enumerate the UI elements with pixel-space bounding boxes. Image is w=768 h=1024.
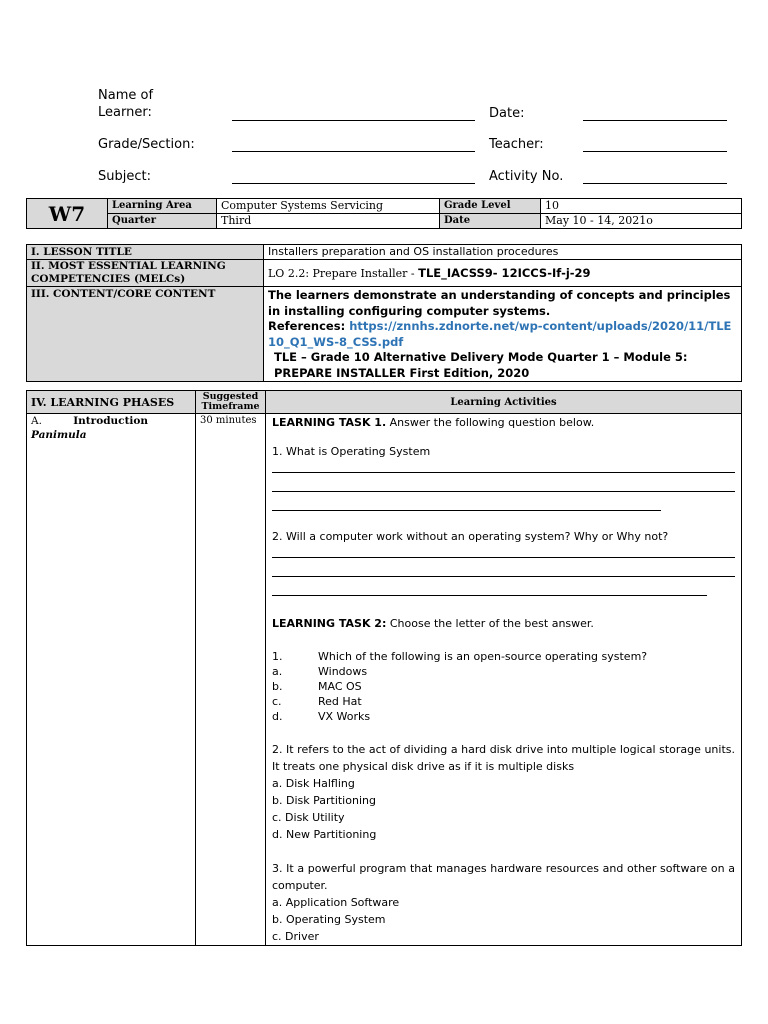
task2-q3-option[interactable]: a. Application Software: [272, 896, 400, 909]
phase-a-name: Introduction: [73, 415, 149, 427]
name-field[interactable]: [232, 120, 475, 121]
learning-area-value: Computer Systems Servicing: [217, 199, 440, 214]
task2-q3-option[interactable]: b. Operating System: [272, 913, 386, 926]
info-table: [26, 198, 742, 229]
melc-value: [264, 260, 742, 287]
lesson-title-label: I. LESSON TITLE: [27, 245, 264, 260]
name-label-1: Name of: [98, 88, 154, 103]
task1-title: LEARNING TASK 1.: [272, 416, 387, 429]
task2-q1-option[interactable]: b. MAC OS: [272, 680, 362, 693]
content-value: [264, 287, 742, 382]
phase-a-letter: A.: [31, 415, 42, 427]
teacher-label: Teacher:: [489, 137, 544, 152]
grade-section-label: Grade/Section:: [98, 137, 195, 152]
references-extra: TLE – Grade 10 Alternative Delivery Mode Quarter 1 – Module 5: PREPARE INSTALLER First Edition, 2020: [274, 350, 688, 380]
task1-q1-answer-lines[interactable]: [272, 459, 735, 511]
task2-instruction: Choose the letter of the best answer.: [386, 617, 594, 630]
melc-prefix: LO 2.2: Prepare Installer -: [268, 266, 419, 280]
task2-q2-text: 2. It refers to the act of dividing a hard disk drive into multiple logical storage units. It treats one physical disk drive as if it is multiple disks: [272, 743, 735, 773]
task2-title: LEARNING TASK 2:: [272, 617, 387, 630]
phase-a-time: 30 minutes: [196, 414, 266, 946]
task2-q2-option[interactable]: a. Disk Halfling: [272, 777, 355, 790]
grade-section-field[interactable]: [232, 151, 475, 152]
week-badge: W7: [27, 199, 108, 229]
subject-field[interactable]: [232, 183, 475, 184]
task2-q3-option[interactable]: c. Driver: [272, 930, 319, 943]
references-link[interactable]: https://znnhs.zdnorte.net/wp-content/uploads/2020/11/TLE10_Q1_WS-8_CSS.pdf: [268, 319, 732, 349]
date-field[interactable]: [583, 120, 727, 121]
activity-no-field[interactable]: [583, 183, 727, 184]
task2-q1: [272, 649, 735, 664]
timeframe-header: Suggested Timeframe: [196, 391, 266, 414]
task2-q1-option[interactable]: d. VX Works: [272, 710, 371, 723]
learning-phases-table: [26, 390, 742, 946]
content-text: The learners demonstrate an understanding of concepts and principles in installing configuring computer systems.: [268, 288, 731, 318]
task2-q2-option[interactable]: d. New Partitioning: [272, 828, 377, 841]
melc-code: TLE_IACSS9- 12ICCS-If-j-29: [418, 265, 591, 280]
date-row-value: May 10 - 14, 2021o: [541, 214, 742, 229]
content-label: III. CONTENT/CORE CONTENT: [27, 287, 264, 382]
task2-q1-option[interactable]: a. Windows: [272, 665, 368, 678]
activities-cell: [266, 414, 742, 946]
quarter-label: Quarter: [108, 214, 217, 229]
task2-q1-option[interactable]: c. Red Hat: [272, 695, 362, 708]
phase-header: IV. LEARNING PHASES: [27, 391, 196, 414]
task1-q2-answer-lines[interactable]: [272, 544, 735, 596]
activities-header: Learning Activities: [266, 391, 742, 414]
task2-q1-number: 1.: [272, 650, 283, 663]
teacher-field[interactable]: [583, 151, 727, 152]
date-row-label: Date: [440, 214, 541, 229]
activity-no-label: Activity No.: [489, 169, 564, 184]
task1-q2: 2. Will a computer work without an operating system? Why or Why not?: [272, 530, 669, 543]
task2-q2-option[interactable]: c. Disk Utility: [272, 811, 345, 824]
name-label-2: Learner:: [98, 105, 152, 120]
task2-q3-text: 3. It a powerful program that manages hardware resources and other software on a computer.: [272, 862, 735, 892]
task2-q2-option[interactable]: b. Disk Partitioning: [272, 794, 376, 807]
phase-a-cell: [27, 414, 196, 946]
grade-level-label: Grade Level: [440, 199, 541, 214]
melc-label: II. MOST ESSENTIAL LEARNING COMPETENCIES (MELCs): [27, 260, 264, 287]
lesson-title-value: Installers preparation and OS installation procedures: [264, 245, 742, 260]
references-label: References:: [268, 319, 350, 333]
task1-q1: 1. What is Operating System: [272, 445, 431, 458]
grade-level-value: 10: [541, 199, 742, 214]
quarter-value: Third: [217, 214, 440, 229]
task1-instruction: Answer the following question below.: [386, 416, 595, 429]
task2-q1-text: Which of the following is an open-source operating system?: [318, 650, 648, 663]
date-label: Date:: [489, 106, 525, 121]
learning-area-label: Learning Area: [108, 199, 217, 214]
phase-a-sub: Panimula: [31, 429, 87, 441]
subject-label: Subject:: [98, 169, 151, 184]
lesson-table: [26, 244, 742, 382]
